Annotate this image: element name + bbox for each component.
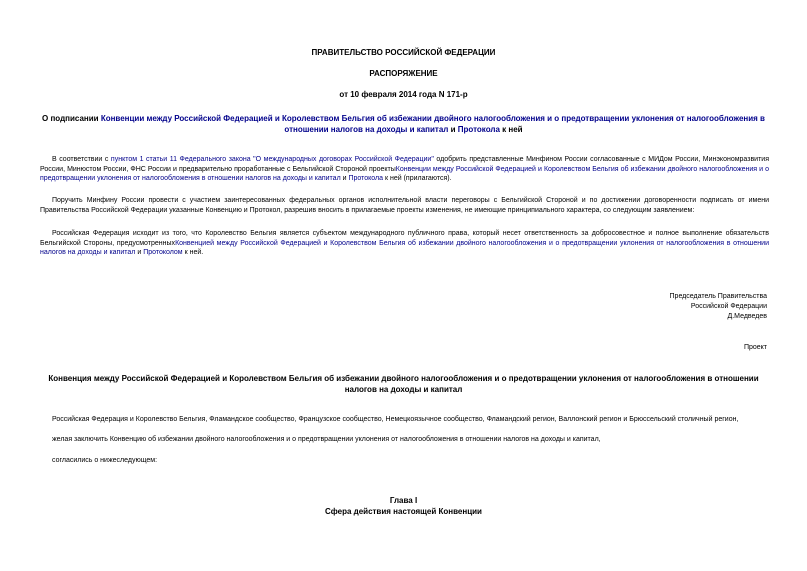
doc-type-heading: РАСПОРЯЖЕНИЕ (369, 69, 438, 78)
subject-prefix: О подписании (42, 114, 101, 123)
para1-law-link[interactable]: пунктом 1 статьи 11 Федерального закона "О международных договорах Российской Федерации" (110, 156, 434, 163)
draft-label: Проект (743, 344, 767, 351)
paragraph-1 (40, 155, 769, 184)
para1-convention-link[interactable]: Конвенции между Российской Федерацией и Королевством Бельгия об избежании двойного налогообложения и о предотвращении уклонения от налогообложения в отношении налогов на доходы и капитал (40, 165, 769, 183)
para1-text-4: к ней (прилагаются). (383, 175, 452, 183)
paragraph-3 (40, 229, 769, 258)
para1-text-3: и (340, 175, 349, 183)
convention-desiring: желая заключить Конвенцию об избежании двойного налогообложения и о предотвращении уклонения от налогообложения в отношении налогов на доходы и капитал, (52, 436, 601, 443)
para1-protocol-link[interactable]: Протокола (348, 175, 384, 183)
chapter-heading (0, 495, 807, 517)
subject-protocol-link[interactable]: Протокола (457, 124, 500, 134)
subject-convention-link[interactable]: Конвенции между Российской Федерацией и Королевством Бельгия об избежании двойного налогообложения и о предотвращении уклонения от налогообложения в отношении налогов на доходы и капитал (100, 114, 765, 134)
para1-text-2: одобрить представленные Минфином России согласованные с МИДом России, Минэкономразвития России, Минюстом России, ФНС России и предварительно проработанные с Бельгийской Стороной проекты (40, 156, 769, 173)
subject-mid: и (448, 124, 458, 134)
convention-agreed: согласились о нижеследующем: (52, 457, 158, 464)
signature-country: Российской Федерации (690, 303, 767, 311)
government-heading: ПРАВИТЕЛЬСТВО РОССИЙСКОЙ ФЕДЕРАЦИИ (311, 48, 496, 57)
para3-text-3: к ней. (182, 249, 204, 257)
para3-text-1: Российская Федерация исходит из того, что Королевство Бельгия является субъектом международного публичного права, который несет ответственность за добросовестное и полное выполнение обязательств Бельгийской Стороны, предусмотренных (40, 230, 769, 247)
para3-protocol-link[interactable]: Протоколом (143, 249, 183, 257)
para3-convention-link[interactable]: Конвенцией между Российской Федерацией и Королевством Бельгия об избежании двойного налогообложения и о предотвращении уклонения от налогообложения в отношении налогов на доходы и капитал (40, 239, 769, 257)
convention-title: Конвенция между Российской Федерацией и Королевством Бельгия об избежании двойного налогообложения и о предотвращении уклонения от налогообложения в отношении налогов на доходы и капитал (48, 374, 759, 394)
signature-block (670, 292, 767, 322)
para1-text-1: В соответствии с (52, 156, 111, 163)
date-number-heading: от 10 февраля 2014 года N 171-р (339, 90, 468, 99)
subject-suffix: к ней (499, 124, 523, 134)
para2-text: Поручить Минфину России провести с участием заинтересованных федеральных органов исполнительной власти переговоры с Бельгийской Стороной и по достижении договоренности подписать от имени Правительства Российской Федерации указанные Конвенцию и Протокол, разрешив вносить в прилагаемые проекты изменения, не имеющие принципиального характера, со следующим заявлением: (40, 197, 769, 214)
paragraph-2 (40, 196, 769, 215)
signature-name: Д.Медведев (727, 313, 767, 321)
convention-parties: Российская Федерация и Королевство Бельгия, Фламандское сообщество, Французское сообщество, Немецкоязычное сообщество, Фламандский регион, Валлонский регион и Брюссельский столичный регион, (52, 416, 739, 423)
chapter-number: Глава I (389, 496, 418, 505)
document-subject (40, 114, 767, 136)
chapter-title: Сфера действия настоящей Конвенции (325, 507, 482, 517)
signature-title: Председатель Правительства (669, 293, 767, 300)
para3-text-2: и (135, 249, 144, 257)
